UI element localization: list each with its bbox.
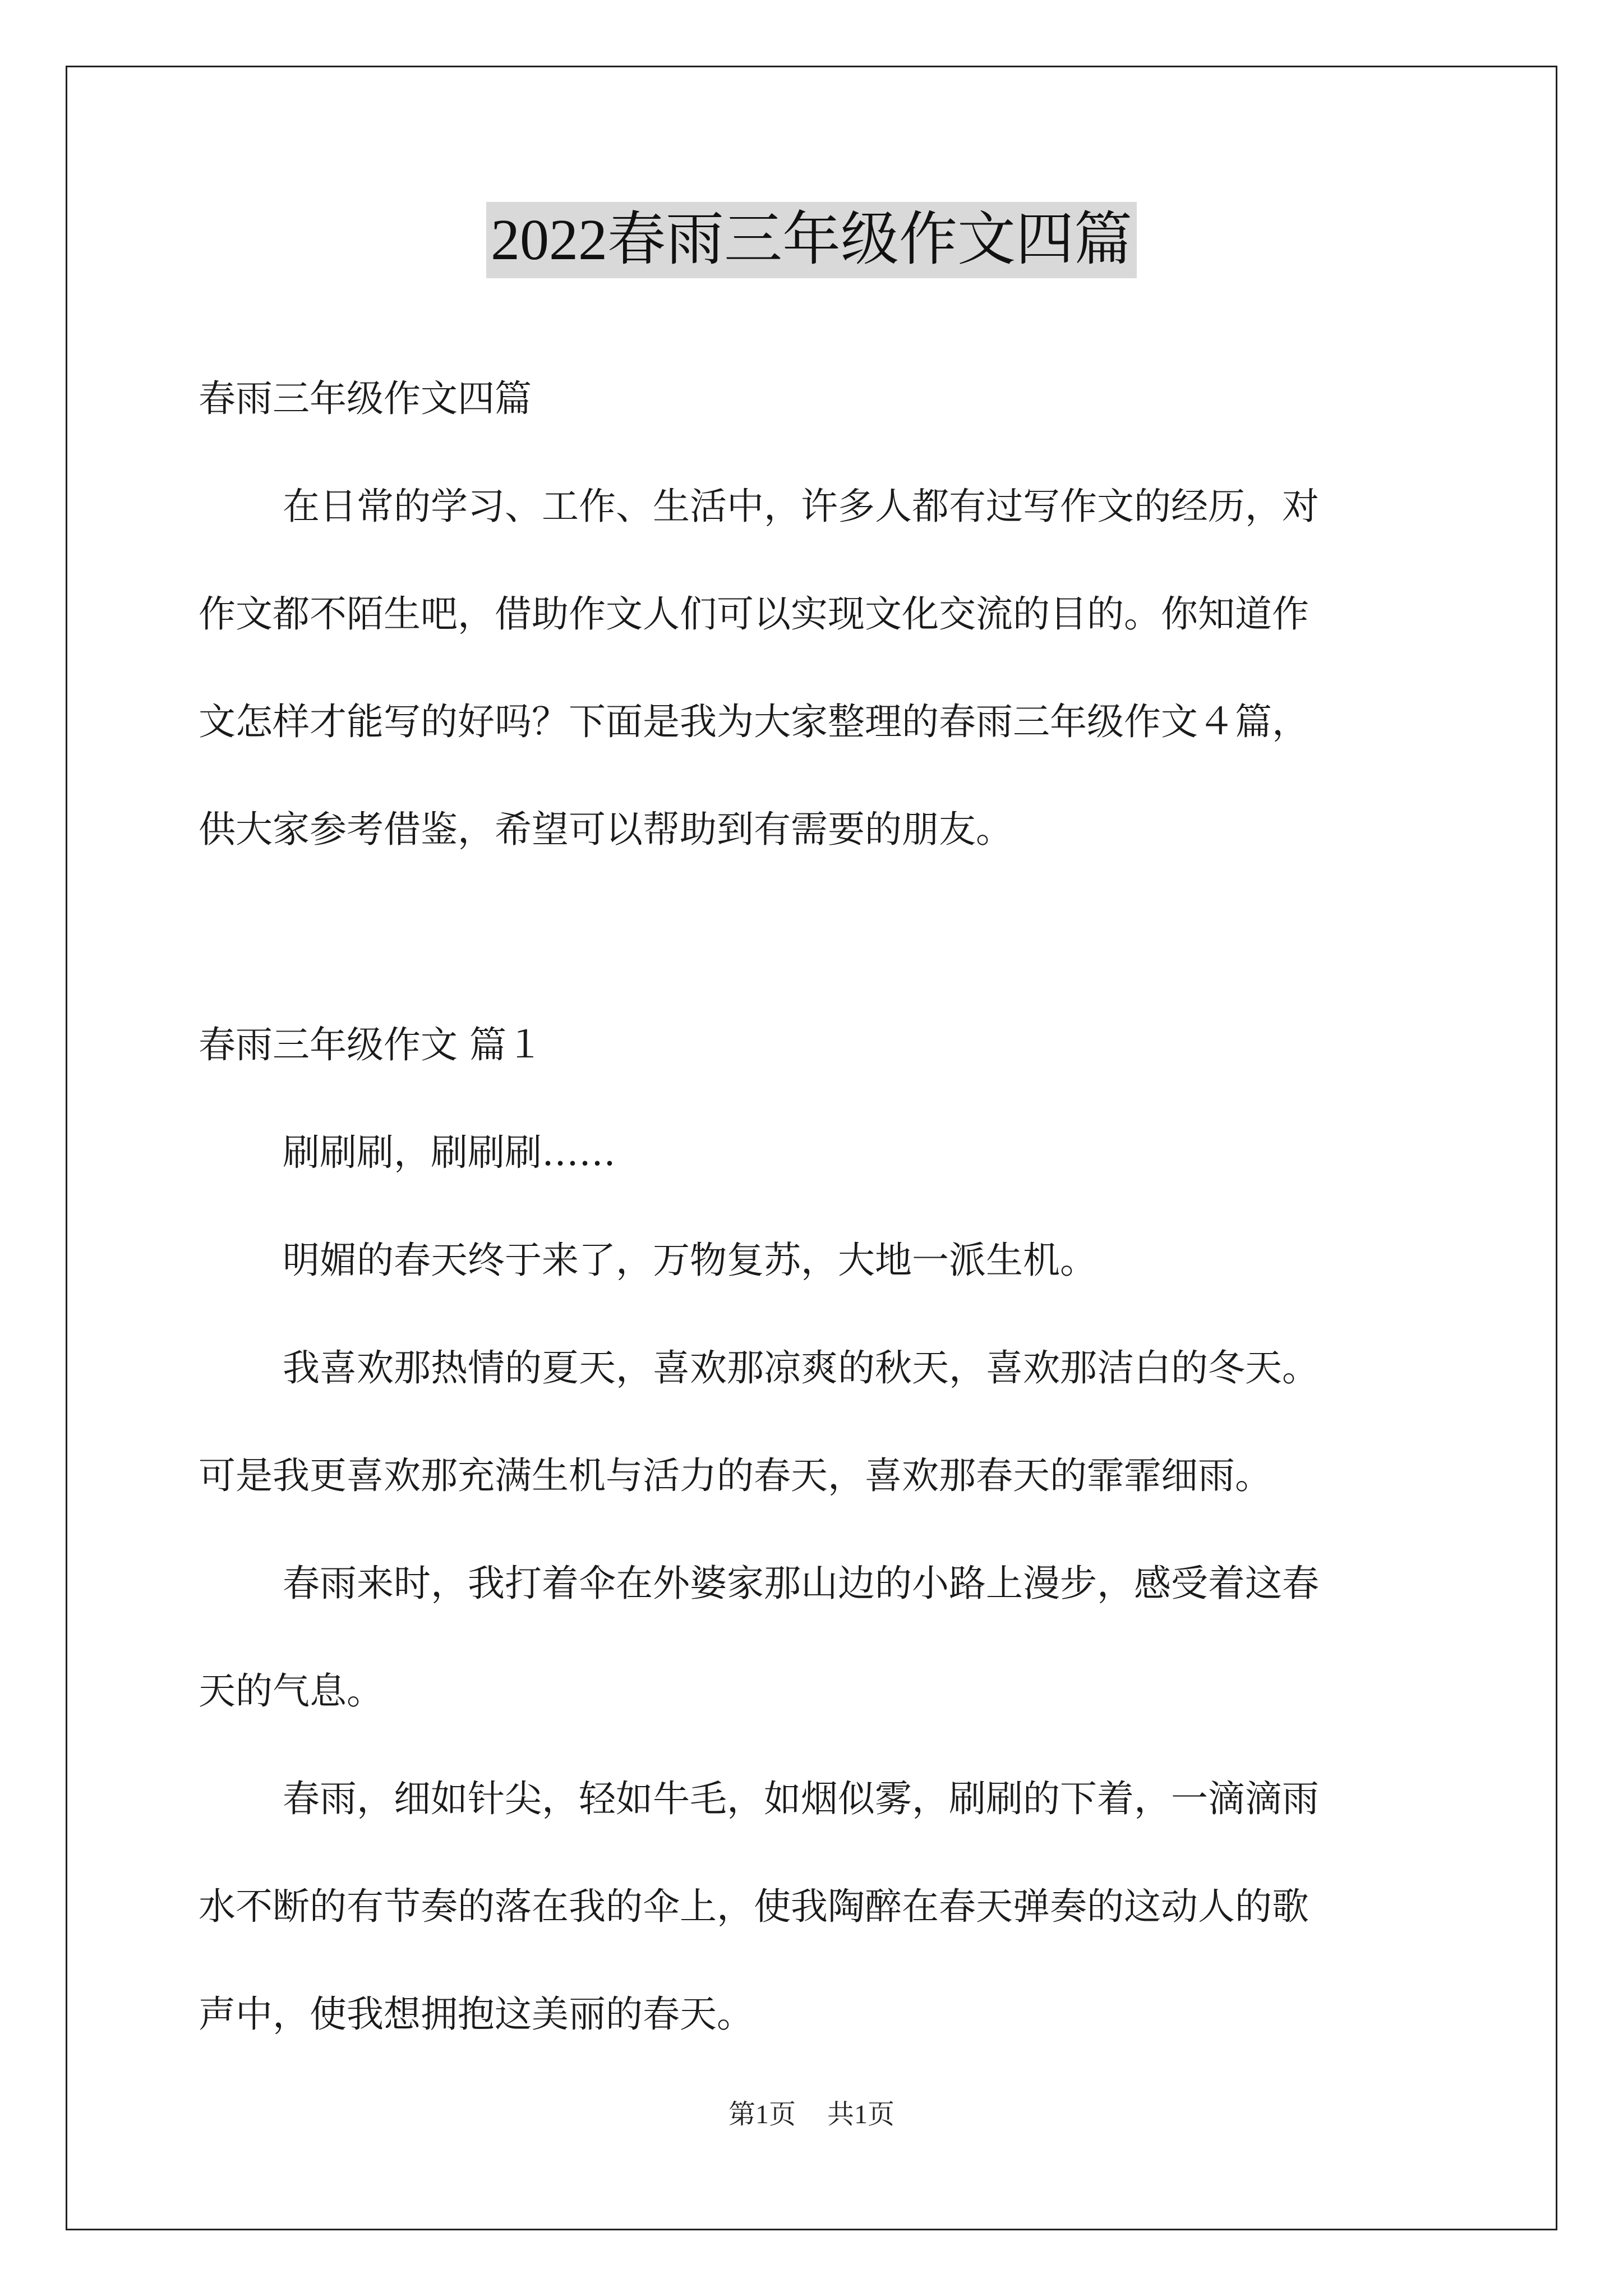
intro-line-2: 作文都不陌生吧，借助作文人们可以实现文化交流的目的。你知道作 [199, 592, 1309, 636]
page-footer [0, 2092, 1623, 2131]
document-body [199, 345, 1432, 2068]
paragraph-line: 水不断的有节奏的落在我的伞上，使我陶醉在春天弹奏的这动人的歌 [199, 1885, 1309, 1928]
subtitle: 春雨三年级作文四篇 [199, 377, 532, 420]
spacer [199, 884, 1432, 991]
paragraph-line: 我喜欢那热情的夏天，喜欢那凉爽的秋天，喜欢那洁白的冬天。 [283, 1346, 1319, 1389]
paragraph-line: 春雨来时，我打着伞在外婆家那山边的小路上漫步，感受着这春 [283, 1562, 1319, 1605]
page-number: 第1页 [728, 2100, 796, 2129]
section-heading: 春雨三年级作文 篇１ [199, 1023, 543, 1066]
paragraph-line: 明媚的春天终于来了，万物复苏，大地一派生机。 [283, 1239, 1097, 1282]
paragraph-line: 天的气息。 [199, 1669, 384, 1713]
intro-line-1: 在日常的学习、工作、生活中，许多人都有过写作文的经历，对 [283, 485, 1319, 528]
paragraph-line: 春雨，细如针尖，轻如牛毛，如烟似雾，刷刷的下着，一滴滴雨 [283, 1777, 1319, 1820]
intro-line-3: 文怎样才能写的好吗？下面是我为大家整理的春雨三年级作文４篇， [199, 700, 1309, 743]
paragraph-line: 声中，使我想拥抱这美丽的春天。 [199, 1993, 754, 2036]
paragraph-line: 刷刷刷，刷刷刷…… [283, 1131, 616, 1174]
intro-line-4: 供大家参考借鉴，希望可以帮助到有需要的朋友。 [199, 808, 1013, 851]
document-title: 2022春雨三年级作文四篇 [486, 202, 1137, 278]
paragraph-line: 可是我更喜欢那充满生机与活力的春天，喜欢那春天的霏霏细雨。 [199, 1454, 1272, 1497]
title-area [0, 202, 1623, 278]
page-total: 共1页 [827, 2100, 895, 2129]
